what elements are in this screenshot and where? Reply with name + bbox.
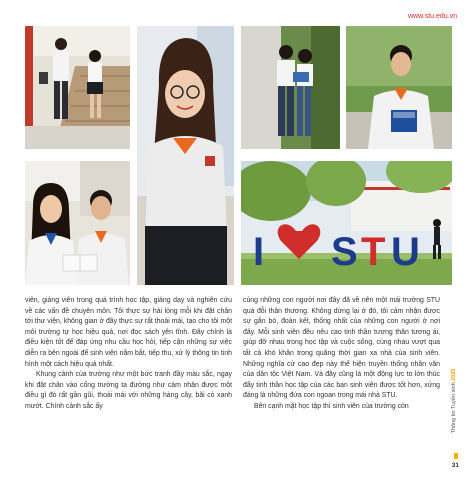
photo-two-students-with-book: [25, 161, 130, 285]
photo-students-on-stairs: [25, 26, 130, 149]
text-column-left: [25, 296, 232, 413]
photo-i-love-stu-sign: [241, 161, 452, 285]
paragraph: Bên cạnh mặt học tập thì sinh viên của trường còn: [254, 402, 409, 410]
page-number: 31: [451, 462, 459, 469]
photo-two-students-reading: [241, 26, 340, 149]
text-column-right: [243, 296, 440, 413]
paragraph: cùng những con người nơi đây đã về nên một mái trường STU quá đỗi thân thương. Không dừng lại ở đó, tôi cảm nhận được sự gắn bó, đoàn kết, thống nhất của những con người ở nơi đây. Mỗi sinh viên đều nêu cao tinh thần tương thân tương ái, giúp đỡ nhau trong học tập và cuộc sống, cùng nhau vượt qua tất cả khó khăn trong quãng thời gian xa nhà của sinh viên. Những nghĩa cử cao đẹp này thể hiện truyền thống nhân văn của dân tộc Việt Nam. Và đây cũng là một động lực to lớn thúc đẩy tinh thần học tập của các bạn sinh viên được tốt hơn, xứng đáng là những đứa con ngoan trong mái nhà STU.: [243, 297, 440, 400]
website-url: www.stu.edu.vn: [407, 13, 457, 20]
paragraph: viên, giảng viên trong quá trình học tập, giảng dạy và nghiên cứu về các vấn đề chuyên môn. Tôi thực sự hài lòng mỗi khi đặt chân tới thư viện, không gian ở đây thực sự rất thoải mái, tạo cho tôi một môi trường tự học hiệu quả, nơi đọc sách yên tĩnh. Đây chính là điều kiện tốt để đáp ứng nhu cầu học hỏi, tiếp cận những sự việc diễn ra bên ngoài để sinh viên nắm bắt, tiếp thu, xử lý thông tin tinh hình một cách hiệu quả nhất.: [25, 297, 232, 368]
photo-boy-holding-book: [346, 26, 452, 149]
sign-letter-u: U: [391, 230, 420, 274]
sidebar-year: 2025: [451, 368, 457, 381]
paragraph: Khung cảnh của trường như một bức tranh đầy màu sắc, ngay khi đặt chân vào cổng trường ta đường như cảm nhận được một điều gì đó rất gần gũi, thoải mái với những hàng cây, bãi cỏ xanh mướt. Chính cảnh sắc ấy: [25, 371, 232, 410]
sidebar-label: [449, 368, 459, 438]
sign-letter-s: S: [331, 230, 358, 274]
sidebar-label-text: Thông tin Tuyển sinh: [451, 382, 457, 434]
photo-girl-with-glasses: [137, 26, 234, 285]
sign-letter-i: I: [253, 230, 265, 274]
sign-letter-t: T: [361, 230, 386, 274]
accent-bar: [454, 453, 458, 459]
